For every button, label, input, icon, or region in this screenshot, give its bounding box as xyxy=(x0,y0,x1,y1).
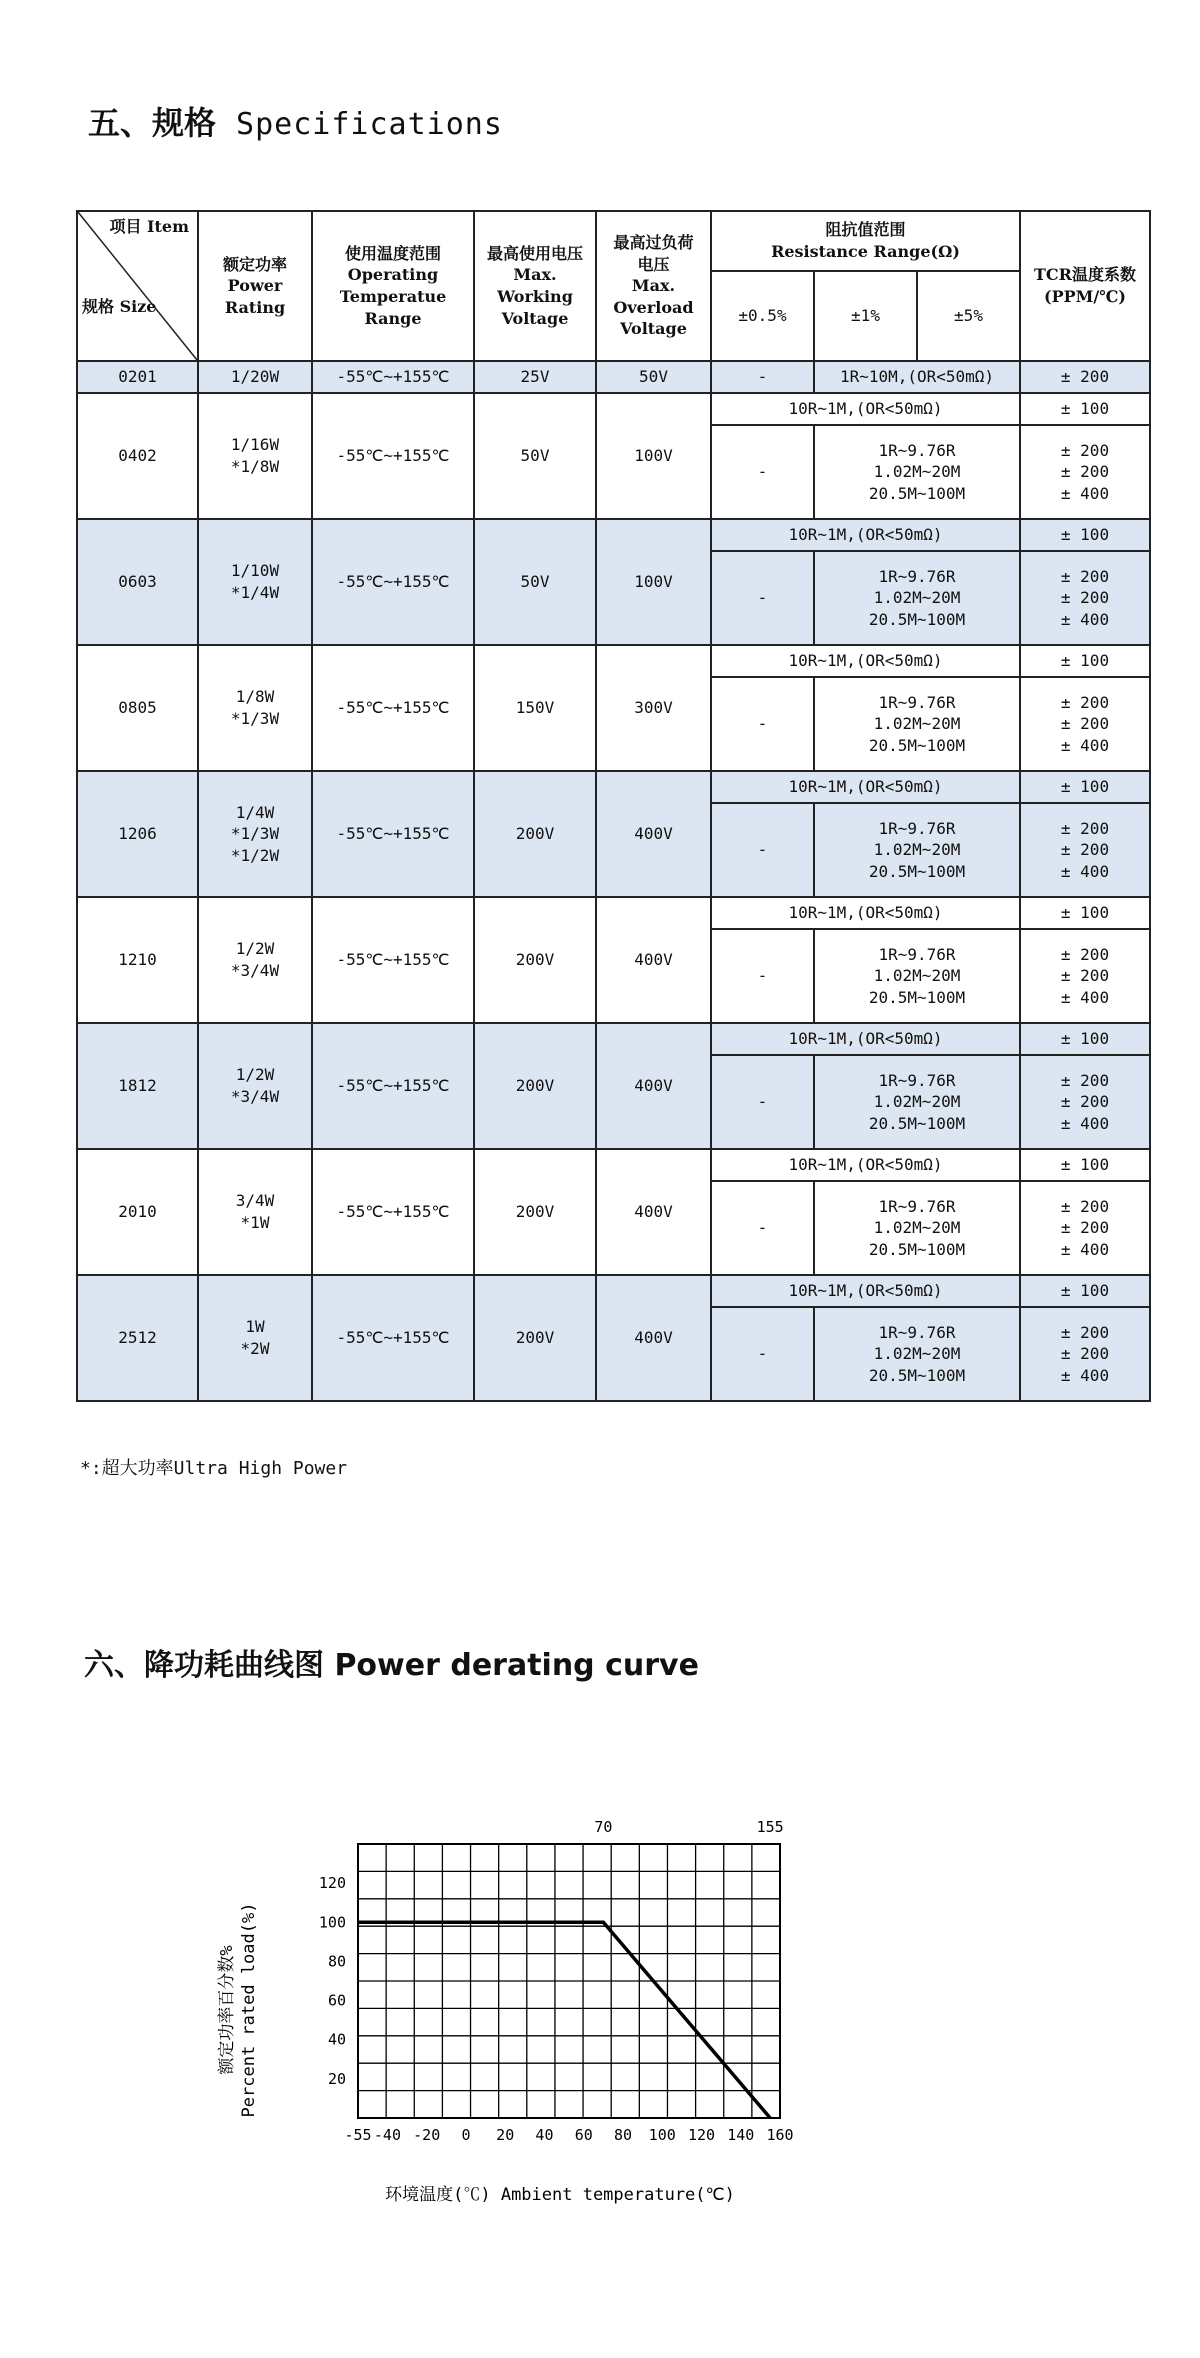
cell-overload: 50V xyxy=(596,361,711,393)
cell-dash: - xyxy=(711,803,814,897)
cell-tcr: ± 200 ± 200 ± 400 xyxy=(1020,1181,1150,1275)
cell-volt: 200V xyxy=(474,771,596,897)
derating-chart xyxy=(210,1790,850,2210)
y-axis-label-en: Percent rated load(%) xyxy=(239,1902,259,2118)
cell-power: 1/16W *1/8W xyxy=(198,393,312,519)
derating-curve xyxy=(358,1922,770,2118)
x-tick-label: 160 xyxy=(766,2126,794,2144)
cell-tcr-top: ± 100 xyxy=(1020,771,1150,803)
cell-range-top: 10R~1M,(OR<50mΩ) xyxy=(711,897,1020,929)
cell-overload: 300V xyxy=(596,645,711,771)
cell-range-top: 10R~1M,(OR<50mΩ) xyxy=(711,771,1020,803)
cell-tcr-top: ± 100 xyxy=(1020,1023,1150,1055)
cell-temp: -55℃~+155℃ xyxy=(312,645,474,771)
table-row xyxy=(77,771,1150,803)
table-body xyxy=(77,393,1150,1401)
header-item: 项目 Item xyxy=(109,217,189,236)
y-tick-label: 120 xyxy=(318,1874,346,1893)
cell-range-top: 10R~1M,(OR<50mΩ) xyxy=(711,1149,1020,1181)
cell-tcr: ± 200 ± 200 ± 400 xyxy=(1020,1307,1150,1401)
cell-power: 3/4W *1W xyxy=(198,1149,312,1275)
cell-ranges: 1R~9.76R 1.02M~20M 20.5M~100M xyxy=(814,1055,1020,1149)
cell-dash: - xyxy=(711,1307,814,1401)
cell-power: 1/8W *1/3W xyxy=(198,645,312,771)
table-row xyxy=(77,1149,1150,1181)
cell-volt: 200V xyxy=(474,1149,596,1275)
x-tick-label: 120 xyxy=(687,2126,716,2144)
cell-temp: -55℃~+155℃ xyxy=(312,1023,474,1149)
table-row xyxy=(77,393,1150,425)
header-row-1 xyxy=(77,211,1150,271)
x-tick-label: 40 xyxy=(535,2126,554,2144)
table-row xyxy=(77,519,1150,551)
header-item-size xyxy=(77,211,198,361)
cell-overload: 400V xyxy=(596,771,711,897)
cell-tcr-top: ± 100 xyxy=(1020,645,1150,677)
cell-ranges: 1R~9.76R 1.02M~20M 20.5M~100M xyxy=(814,1307,1020,1401)
cell-dash: - xyxy=(711,929,814,1023)
header-tcr: TCR温度系数 (PPM/℃) xyxy=(1020,211,1150,361)
top-marker-label: 70 xyxy=(594,1818,613,1836)
cell-power: 1/2W *3/4W xyxy=(198,897,312,1023)
cell-ranges: 1R~9.76R 1.02M~20M 20.5M~100M xyxy=(814,1181,1020,1275)
cell-tcr: ± 200 ± 200 ± 400 xyxy=(1020,425,1150,519)
cell-tcr: ± 200 ± 200 ± 400 xyxy=(1020,803,1150,897)
cell-ranges: 1R~9.76R 1.02M~20M 20.5M~100M xyxy=(814,929,1020,1023)
header-volt: 最高使用电压 Max. Working Voltage xyxy=(474,211,596,361)
table-row xyxy=(77,645,1150,677)
section5-title-en: Specifications xyxy=(236,107,503,142)
header-tol-1: ±1% xyxy=(814,271,917,361)
cell-tcr: ± 200 ± 200 ± 400 xyxy=(1020,929,1150,1023)
cell-temp: -55℃~+155℃ xyxy=(312,519,474,645)
cell-temp: -55℃~+155℃ xyxy=(312,1275,474,1401)
header-resistance: 阻抗值范围 Resistance Range(Ω) xyxy=(711,211,1020,271)
cell-volt: 200V xyxy=(474,897,596,1023)
y-tick-label: 60 xyxy=(327,1991,346,2010)
spec-table xyxy=(76,210,1151,1402)
cell-power: 1/10W *1/4W xyxy=(198,519,312,645)
y-tick-label: 20 xyxy=(327,2069,346,2088)
cell-ranges: 1R~9.76R 1.02M~20M 20.5M~100M xyxy=(814,425,1020,519)
cell-ranges: 1R~9.76R 1.02M~20M 20.5M~100M xyxy=(814,551,1020,645)
cell-temp: -55℃~+155℃ xyxy=(312,393,474,519)
cell-power: 1W *2W xyxy=(198,1275,312,1401)
cell-temp: -55℃~+155℃ xyxy=(312,897,474,1023)
x-tick-label: 80 xyxy=(613,2126,633,2144)
header-power: 额定功率 Power Rating xyxy=(198,211,312,361)
cell-size: 0201 xyxy=(77,361,198,393)
x-tick-label: 100 xyxy=(648,2126,676,2144)
cell-volt: 150V xyxy=(474,645,596,771)
cell-power: 1/20W xyxy=(198,361,312,393)
section6-title: 六、降功耗曲线图 Power derating curve xyxy=(84,1648,699,1683)
cell-ranges: 1R~9.76R 1.02M~20M 20.5M~100M xyxy=(814,677,1020,771)
cell-range-top: 10R~1M,(OR<50mΩ) xyxy=(711,645,1020,677)
cell-temp: -55℃~+155℃ xyxy=(312,771,474,897)
cell-overload: 400V xyxy=(596,897,711,1023)
cell-size: 2512 xyxy=(77,1275,198,1401)
cell-dash: - xyxy=(711,551,814,645)
x-tick-label: 140 xyxy=(727,2126,755,2144)
cell-tcr-top: ± 100 xyxy=(1020,897,1150,929)
cell-dash: - xyxy=(711,677,814,771)
cell-power: 1/4W *1/3W *1/2W xyxy=(198,771,312,897)
x-tick-label: 20 xyxy=(496,2126,515,2144)
cell-size: 1206 xyxy=(77,771,198,897)
cell-volt: 200V xyxy=(474,1023,596,1149)
top-marker-label: 155 xyxy=(756,1818,784,1836)
header-size: 规格 Size xyxy=(82,297,157,317)
cell-temp: -55℃~+155℃ xyxy=(312,1149,474,1275)
cell-volt: 50V xyxy=(474,393,596,519)
section5-title-cn: 五、规格 xyxy=(88,104,217,142)
table-row xyxy=(77,1023,1150,1055)
cell-range-top: 10R~1M,(OR<50mΩ) xyxy=(711,393,1020,425)
cell-dash: - xyxy=(711,1055,814,1149)
cell-tcr-top: ± 100 xyxy=(1020,519,1150,551)
cell-size: 0603 xyxy=(77,519,198,645)
cell-overload: 400V xyxy=(596,1149,711,1275)
cell-overload: 100V xyxy=(596,393,711,519)
table-row xyxy=(77,897,1150,929)
cell-volt: 25V xyxy=(474,361,596,393)
cell-size: 2010 xyxy=(77,1149,198,1275)
header-tol-5: ±5% xyxy=(917,271,1020,361)
cell-tcr-top: ± 100 xyxy=(1020,393,1150,425)
cell-temp: -55℃~+155℃ xyxy=(312,361,474,393)
x-tick-label: -20 xyxy=(413,2126,441,2144)
cell-overload: 400V xyxy=(596,1023,711,1149)
cell-tcr-top: ± 100 xyxy=(1020,1149,1150,1181)
cell-tcr-top: ± 100 xyxy=(1020,1275,1150,1307)
cell-dash: - xyxy=(711,425,814,519)
y-tick-label: 40 xyxy=(327,2030,346,2049)
cell-power: 1/2W *3/4W xyxy=(198,1023,312,1149)
cell-overload: 400V xyxy=(596,1275,711,1401)
table-row xyxy=(77,1275,1150,1307)
x-axis-label: 环境温度(℃) Ambient temperature(℃) xyxy=(385,2185,735,2205)
cell-overload: 100V xyxy=(596,519,711,645)
cell-range-top: 10R~1M,(OR<50mΩ) xyxy=(711,519,1020,551)
cell-volt: 200V xyxy=(474,1275,596,1401)
section5-title xyxy=(88,98,503,144)
cell-tcr: ± 200 ± 200 ± 400 xyxy=(1020,1055,1150,1149)
cell-tcr: ± 200 xyxy=(1020,361,1150,393)
header-overload: 最高过负荷 电压 Max. Overload Voltage xyxy=(596,211,711,361)
y-tick-label: 100 xyxy=(318,1913,346,1932)
cell-tcr: ± 200 ± 200 ± 400 xyxy=(1020,677,1150,771)
cell-ranges: 1R~9.76R 1.02M~20M 20.5M~100M xyxy=(814,803,1020,897)
header-temp: 使用温度范围 Operating Temperatue Range xyxy=(312,211,474,361)
cell-size: 0805 xyxy=(77,645,198,771)
cell-dash: - xyxy=(711,361,814,393)
x-tick-label: -40 xyxy=(373,2126,401,2144)
x-tick-label: 60 xyxy=(574,2126,593,2144)
y-axis-label-cn: 额定功率百分数% xyxy=(217,1945,237,2075)
header-tol-05: ±0.5% xyxy=(711,271,814,361)
table-row-0201 xyxy=(77,361,1150,393)
x-tick-label: 0 xyxy=(461,2126,471,2144)
cell-tcr: ± 200 ± 200 ± 400 xyxy=(1020,551,1150,645)
cell-size: 1812 xyxy=(77,1023,198,1149)
footnote: *:超大功率Ultra High Power xyxy=(80,1458,348,1479)
chart-grid xyxy=(358,1844,780,2118)
cell-range-top: 10R~1M,(OR<50mΩ) xyxy=(711,1023,1020,1055)
cell-volt: 50V xyxy=(474,519,596,645)
cell-dash: - xyxy=(711,1181,814,1275)
cell-range: 1R~10M,(OR<50mΩ) xyxy=(814,361,1020,393)
cell-range-top: 10R~1M,(OR<50mΩ) xyxy=(711,1275,1020,1307)
cell-size: 0402 xyxy=(77,393,198,519)
cell-size: 1210 xyxy=(77,897,198,1023)
x-tick-label: -55 xyxy=(344,2126,372,2144)
y-tick-label: 80 xyxy=(327,1952,346,1971)
